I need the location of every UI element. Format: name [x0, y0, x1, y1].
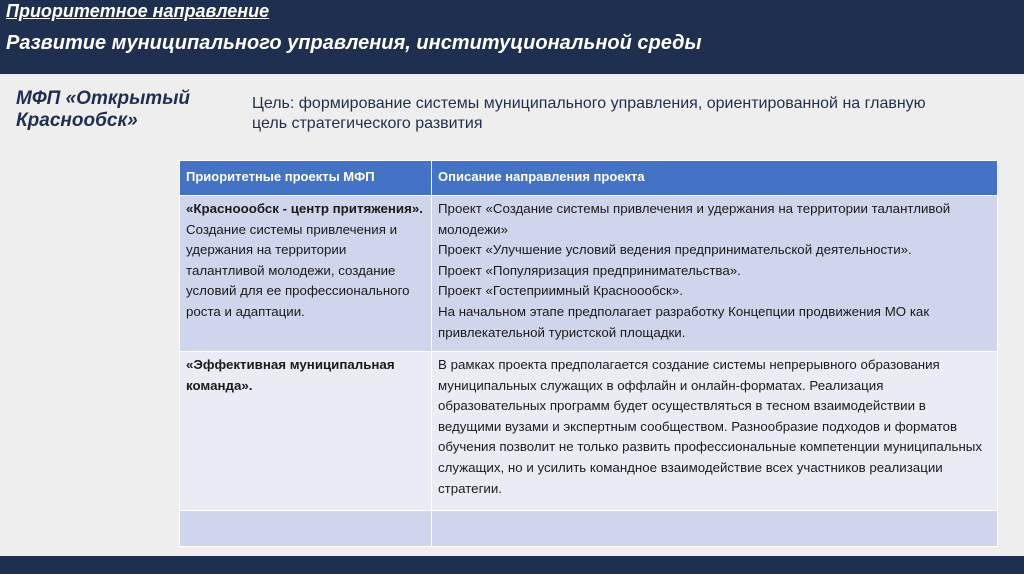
project-cell: [180, 511, 432, 547]
description-cell: [432, 196, 998, 352]
description-cell: [432, 352, 998, 511]
column-header-projects: Приоритетные проекты МФП: [180, 161, 432, 196]
program-title: МФП «Открытый Краснообск»: [16, 88, 191, 131]
description-line: Проект «Улучшение условий ведения предпринимательской деятельности».: [438, 242, 912, 258]
description-line: Проект «Гостеприимный Красноообск».: [438, 283, 683, 299]
projects-table-wrapper: [179, 160, 997, 547]
table-header-row: [180, 161, 998, 196]
project-name: «Эффективная муниципальная команда».: [186, 357, 395, 393]
description-line: В рамках проекта предполагается создание системы непрерывного образования муниципальных служащих в оффлайн и онлайн-форматах. Реализация образовательных программ будет осуществляться в тесном взаимодействии в ведущими вузами и экспертным сообществом. Разнообразие подходов и форматов обучения позволит не только развить профессиональные компетенции муниципальных служащих, но и усилить командное взаимодействие всех участников реализации стратегии.: [438, 357, 982, 496]
program-goal: Цель: формирование системы муниципального управления, ориентированной на главную цель стратегического развития: [252, 95, 926, 132]
table-row: [180, 511, 998, 547]
slide-body: [0, 74, 1024, 556]
description-cell: [432, 511, 998, 547]
description-line: Проект «Популяризация предпринимательства».: [438, 262, 741, 278]
projects-table: [179, 160, 998, 547]
description-line: Проект «Создание системы привлечения и удержания на территории талантливой молодежи»: [438, 201, 951, 237]
slide-footer-bar: [0, 556, 1024, 574]
priority-direction-label: Приоритетное направление: [6, 1, 270, 21]
project-cell: [180, 352, 432, 511]
project-name: «Красноообск - центр притяжения».: [186, 201, 423, 216]
project-summary: Создание системы привлечения и удержания на территории талантливой молодежи, создание условий для ее профессионального роста и адаптации.: [186, 221, 410, 319]
table-row: [180, 196, 998, 352]
column-header-description: Описание направления проекта: [432, 161, 998, 196]
project-cell: [180, 196, 432, 352]
description-line: На начальном этапе предполагает разработку Концепции продвижения МО как привлекательной туристской площадки.: [438, 303, 930, 340]
slide-title: Развитие муниципального управления, институциональной среды: [6, 32, 702, 54]
slide-header: [0, 0, 1024, 74]
table-row: [180, 352, 998, 511]
